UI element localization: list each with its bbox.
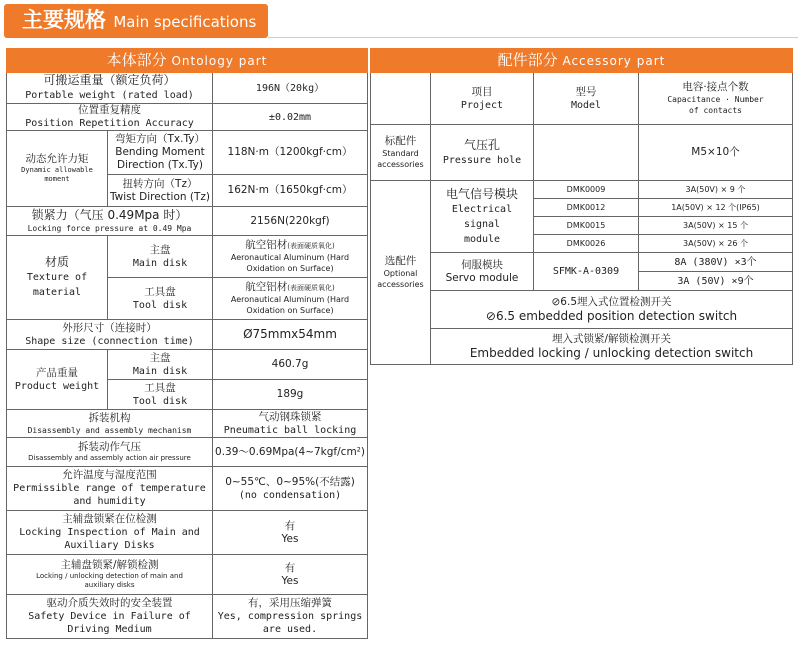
table-row: 产品重量 Product weight 主盘 Main disk 460.7g <box>7 350 368 380</box>
table-row: 动态允许力矩 Dynamic allowable moment 弯矩方向（Tx.Ty） Bending Moment Direction (Tx.Ty) 118N·m（1200kgf·cm） <box>7 131 368 175</box>
table-row: 项目 Project 型号 Model 电容·接点个数 Capacitance · Number of contacts <box>371 73 793 125</box>
table-row: DMK0026 3A(50V) × 26 个 <box>371 235 793 253</box>
table-row: 选配件 Optional accessories 电气信号模块 Electrical signal module DMK0009 3A(50V) × 9 个 <box>371 181 793 199</box>
table-row: 位置重复精度 Position Repetition Accuracy ±0.02mm <box>7 104 368 131</box>
divider <box>268 37 798 38</box>
accessory-header: 配件部分 Accessory part <box>371 49 793 73</box>
table-row: ⊘6.5埋入式位置检测开关 ⊘6.5 embedded position detection switch <box>371 291 793 329</box>
table-row: 工具盘 Tool disk 189g <box>7 380 368 410</box>
table-row: DMK0015 3A(50V) × 15 个 <box>371 217 793 235</box>
table-row: 扭转方向（Tz） Twist Direction (Tz) 162N·m（1650kgf·cm） <box>7 175 368 207</box>
table-row: 材质 Texture of material 主盘 Main disk 航空铝材(表面硬质氧化) Aeronautical Aluminum (Hard Oxidation on Surface) <box>7 236 368 278</box>
table-row: 主辅盘锁紧/解锁检测 Locking / unlocking detection of main and auxiliary disks 有 Yes <box>7 555 368 595</box>
ontology-header: 本体部分 Ontology part <box>7 49 368 73</box>
table-row: 锁紧力（气压 0.49Mpa 时） Locking force pressure at 0.49 Mpa 2156N(220kgf) <box>7 207 368 236</box>
table-row: 外形尺寸（连接时） Shape size (connection time) Ø75mmx54mm <box>7 320 368 350</box>
table-row: 3A (50V) ×9个 <box>371 272 793 291</box>
accessory-table <box>370 48 793 365</box>
table-row: 驱动介质失效时的安全装置 Safety Device in Failure of Driving Medium 有，采用压缩弹簧 Yes, compression springs are used. <box>7 595 368 639</box>
table-row: 标配件 Standard accessories 气压孔 Pressure hole M5×10个 <box>371 125 793 181</box>
table-row: 允许温度与湿度范围 Permissible range of temperature and humidity 0~55℃、0~95%(不结露) (no condensation) <box>7 467 368 511</box>
table-row: 可搬运重量（额定负荷） Portable weight (rated load) 196N（20kg） <box>7 73 368 104</box>
table-row: 主辅盘锁紧在位检测 Locking Inspection of Main and Auxiliary Disks 有 Yes <box>7 511 368 555</box>
title-banner <box>4 4 268 38</box>
table-row: 埋入式锁紧/解锁检测开关 Embedded locking / unlocking detection switch <box>371 329 793 365</box>
ontology-table <box>6 48 368 639</box>
table-row: DMK0012 1A(50V) × 12 个(IP65) <box>371 199 793 217</box>
table-row: 拆装机构 Disassembly and assembly mechanism 气动钢珠锁紧 Pneumatic ball locking <box>7 410 368 438</box>
table-row: 工具盘 Tool disk 航空铝材(表面硬质氧化) Aeronautical Aluminum (Hard Oxidation on Surface) <box>7 278 368 320</box>
page-title: 主要规格 Main specifications <box>22 8 257 32</box>
table-row: 伺服模块 Servo module SFMK-A-0309 8A (380V) ×3个 <box>371 253 793 272</box>
table-row: 拆装动作气压 Disassembly and assembly action air pressure 0.39～0.69Mpa(4~7kgf/cm²) <box>7 438 368 467</box>
